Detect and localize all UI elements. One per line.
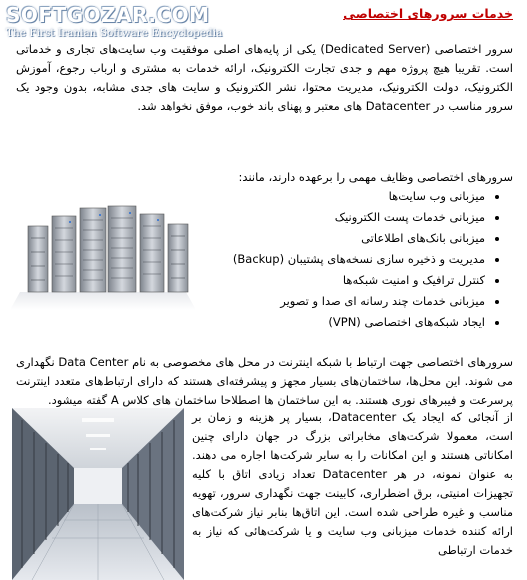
- list-item: • میزبانی وب سایت‌ها: [195, 186, 485, 207]
- list-item: • ایجاد شبکه‌های اختصاصی (VPN): [195, 312, 485, 333]
- page-title: خدمات سرورهای اختصاصی: [343, 6, 513, 21]
- list-item: • مدیریت و ذخیره سازی نسخه‌های پشتیبان (Backup): [195, 249, 485, 270]
- datacenter-detail-paragraph: از آنجائی که ایجاد یک Datacenter، بسیار پر هزینه و زمان بر است، معمولا شرکت‌های مخابراتی بزرگ در جهان دارای چنین امکاناتی هستند و این امکانات را به سایر شرکت‌ها اجاره می دهند. به عنوان نمونه، در هر Datacenter تعداد زیادی اتاق با کلیه تجهیزات امنیتی، برق اضطراری، کابینت جهت نگهداری سرور، تهویه مناسب و غیره طراحی شده است. این اتاق‌ها بنابر نیاز شرکت‌های ارائه کننده خدمات میزبانی وب سایت و یا شرکت‌هائی که نیاز به خدمات ارتباطی: [192, 410, 514, 557]
- softgozar-watermark: [6, 4, 246, 46]
- services-list: [195, 186, 503, 333]
- services-intro: سرورهای اختصاصی وظایف مهمی را برعهده دارند، مانند:: [238, 170, 513, 184]
- list-item: • میزبانی بانک‌های اطلاعاتی: [195, 228, 485, 249]
- watermark-logo: SOFTGOZAR.COM: [6, 3, 210, 27]
- list-item: • میزبانی خدمات پست الکترونیک: [195, 207, 485, 228]
- list-item: • کنترل ترافیک و امنیت شبکه‌ها: [195, 270, 485, 291]
- intro-paragraph: سرور اختصاصی (Dedicated Server) یکی از پایه‌های اصلی موفقیت وب سایت‌های تجاری و خدماتی است. تقریبا هیچ پروژه مهم و جدی تجارت الکترونیک، ارائه خدمات به مشتری و ارباب رجوع، آموزش الکترونیک، دولت الکترونیک، مدیریت محتوا، نشر الکترونیک و سایت های جدی مشابه، بدون وجود یک سرور مناسب در Datacenter های معتبر و پهنای باند خوب، موفق نخواهد شد.: [16, 42, 513, 113]
- datacenter-room-image: [12, 408, 184, 580]
- datacenter-paragraph: سرورهای اختصاصی جهت ارتباط با شبکه اینترنت در محل های مخصوصی به نام Data Center نگهداری می شوند. این محل‌ها، ساختمان‌های بسیار مجهز و پیشرفته‌ای هستند که دارای ارتباط‌های متعدد اینترنت پرسرعت و فیبرهای نوری هستند. به این ساختمان ها اصطلاحا ساختمان های کلاس A گفته میشود.: [16, 355, 513, 407]
- watermark-subtitle: The First Iranian Software Encyclopedia: [6, 27, 223, 39]
- list-item: • میزبانی خدمات چند رسانه ای صدا و تصویر: [195, 291, 485, 312]
- server-racks-image: [10, 200, 196, 310]
